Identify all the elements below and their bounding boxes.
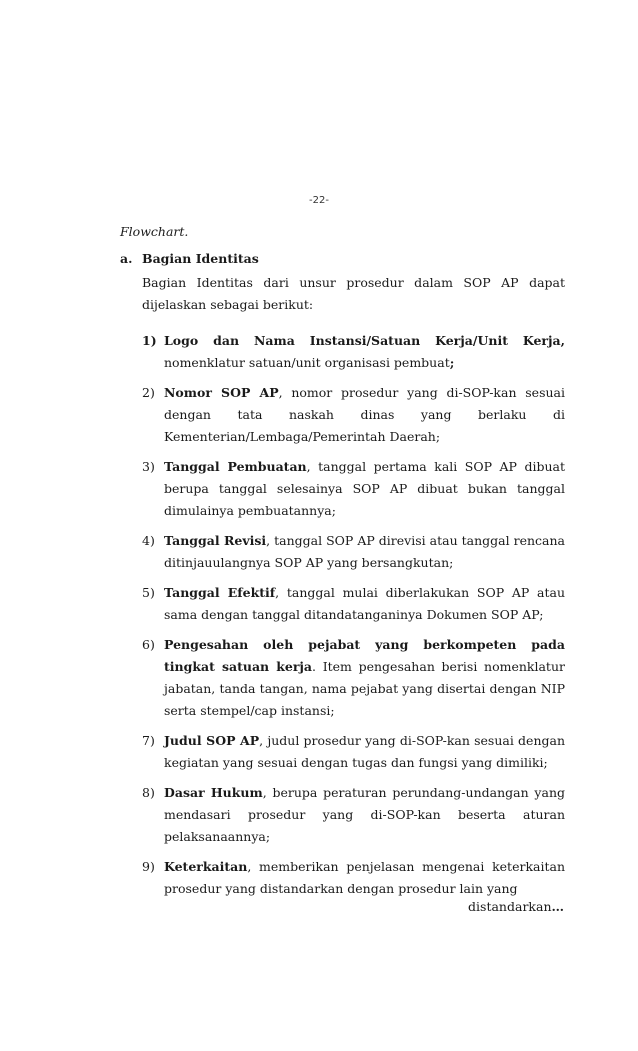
item-desc: , tanggal mulai diberlakukan SOP AP atau sama dengan tanggal ditandatanganinya Dokumen SOP AP; <box>164 585 565 622</box>
section-intro: Bagian Identitas dari unsur prosedur dalam SOP AP dapat dijelaskan sebagai berikut: <box>142 275 565 312</box>
section-letter: a. <box>120 251 133 266</box>
next-page-catchword <box>468 899 564 914</box>
page-number: -22- <box>309 195 329 206</box>
item-term: Tanggal Revisi <box>164 533 267 548</box>
item-term: Logo dan Nama Instansi/Satuan Kerja/Unit Kerja, <box>164 333 565 348</box>
catchword-text: distandarkan <box>468 899 552 914</box>
item-body <box>164 782 565 848</box>
item-body <box>164 456 565 522</box>
section-heading <box>120 251 565 267</box>
item-number: 3) <box>142 459 155 474</box>
identity-item-list <box>142 330 565 900</box>
catchword-ellipsis: … <box>551 899 564 914</box>
item-number: 8) <box>142 785 155 800</box>
list-item <box>142 730 565 774</box>
item-term: Keterkaitan <box>164 859 248 874</box>
item-desc: . Item pengesahan berisi nomenklatur jabatan, tanda tangan, nama pejabat yang disertai dengan NIP serta stempel/cap instansi; <box>164 659 565 718</box>
item-number: 9) <box>142 859 155 874</box>
section-title: Bagian Identitas <box>142 251 259 266</box>
item-number: 1) <box>142 333 157 348</box>
list-item <box>142 634 565 722</box>
item-term: Judul SOP AP <box>164 733 260 748</box>
item-term: Nomor SOP AP <box>164 385 279 400</box>
item-desc: , judul prosedur yang di-SOP-kan sesuai dengan kegiatan yang sesuai dengan tugas dan fungsi yang dimiliki; <box>164 733 565 770</box>
item-body <box>164 582 565 626</box>
item-desc: , tanggal SOP AP direvisi atau tanggal rencana ditinjauulangnya SOP AP yang bersangkutan; <box>164 533 565 570</box>
item-term: Dasar Hukum <box>164 785 263 800</box>
item-number: 6) <box>142 637 155 652</box>
item-number: 7) <box>142 733 155 748</box>
item-desc: , berupa peraturan perundang-undangan yang mendasari prosedur yang di-SOP-kan beserta aturan pelaksanaannya; <box>164 785 566 844</box>
list-item <box>142 382 565 448</box>
item-body <box>164 856 565 900</box>
item-body <box>164 382 565 448</box>
item-tail: ; <box>449 355 455 370</box>
item-body <box>164 634 565 722</box>
carryover-text: Flowchart. <box>120 224 189 239</box>
item-body <box>164 530 565 574</box>
list-item <box>142 530 565 574</box>
list-item <box>142 856 565 900</box>
list-item <box>142 782 565 848</box>
list-item <box>142 330 565 374</box>
item-term: Pengesahan oleh pejabat yang berkompeten pada tingkat satuan kerja <box>164 637 565 674</box>
item-body <box>164 730 565 774</box>
section-identitas <box>120 251 565 908</box>
item-body <box>164 330 565 374</box>
item-term: Tanggal Efektif <box>164 585 276 600</box>
item-number: 5) <box>142 585 155 600</box>
item-desc: , tanggal pertama kali SOP AP dibuat berupa tanggal selesainya SOP AP dibuat bukan tanggal dimulainya pembuatannya; <box>164 459 565 518</box>
item-term: Tanggal Pembuatan <box>164 459 307 474</box>
item-desc: , memberikan penjelasan mengenai keterkaitan prosedur yang distandarkan dengan prosedur lain yang <box>164 859 565 896</box>
list-item <box>142 582 565 626</box>
list-item <box>142 456 565 522</box>
item-desc: nomenklatur satuan/unit organisasi pembuat <box>164 355 450 370</box>
item-number: 2) <box>142 385 155 400</box>
item-desc: , nomor prosedur yang di-SOP-kan sesuai dengan tata naskah dinas yang berlaku di Kementerian/Lembaga/Pemerintah Daerah; <box>164 385 565 444</box>
item-number: 4) <box>142 533 155 548</box>
